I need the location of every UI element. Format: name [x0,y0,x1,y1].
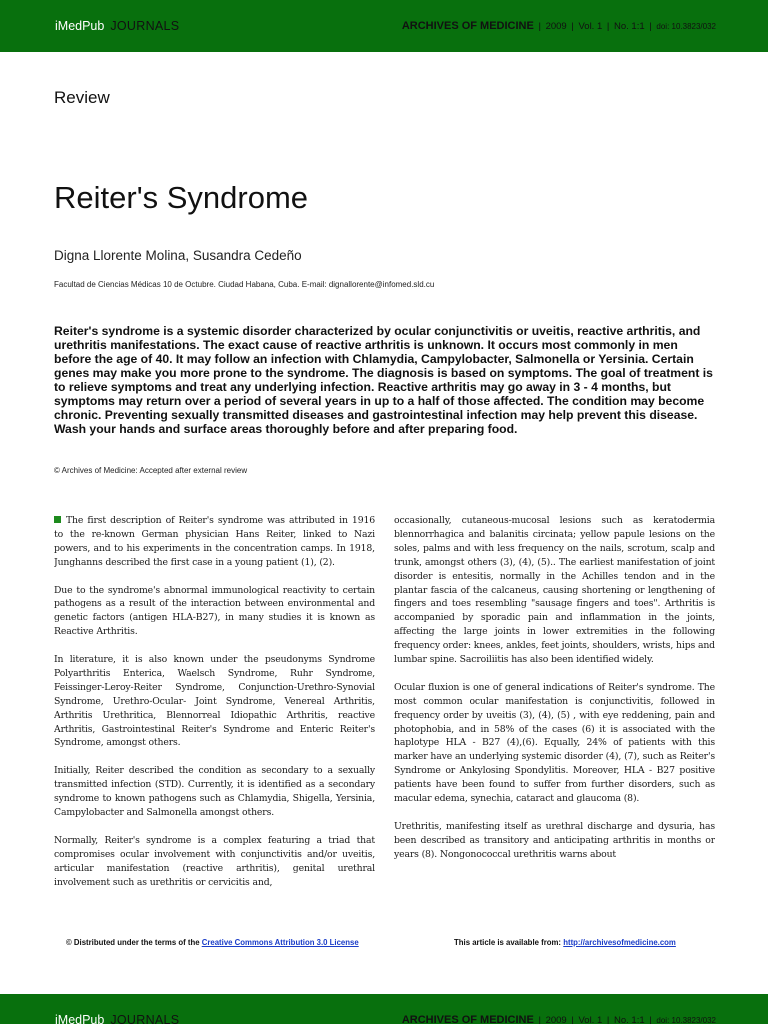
brand-suffix: JOURNALS [110,1013,180,1024]
journal-header-bar [0,0,768,52]
journal-year: 2009 [545,21,567,32]
paragraph-text: The first description of Reiter's syndrome was attributed in 1916 to the re-known German physician Hans Reiter, linked to Nazi powers, and to his experiments in the concentration camps. In 1918, Junghanns described the first case in a young patient (1), (2). [54,515,375,568]
journal-doi: doi: 10.3823/032 [656,1016,716,1024]
body-paragraph: occasionally, cutaneous-mucosal lesions such as keratodermia blennorrhagica and balanitis circinata; yellow papule lesions on the soles, palms and with less frequency on the nails, scrotum, scalp and trunk, amongst others (3), (4), (5).. The earliest manifestation of joint disorder is entesitis, normally in the Achilles tendon and in the plantar fascia of the calcaneus, causing shortening or lengthening of fingers and toes resembling "sausage fingers and toes". Arthritis is accompanied by sporadic pain and inflammation in the joints, affecting the large joints in lower extremities in the following frequency order: knees, ankles, feet joints, shoulders, wrists, hips and lumbar spine. Sacroiliitis has also been identified widely. [394,515,715,666]
journal-doi: doi: 10.3823/032 [656,22,716,31]
author-affiliation: Facultad de Ciencias Médicas 10 de Octubre. Ciudad Habana, Cuba. E-mail: dignallorente@infomed.sld.cu [54,280,435,289]
article-title: Reiter's Syndrome [54,180,309,215]
article-authors: Digna Llorente Molina, Susandra Cedeño [54,248,302,263]
article-type: Review [54,88,110,107]
license-notice [66,938,359,947]
article-abstract: Reiter's syndrome is a systemic disorder characterized by ocular conjunctivitis or uveitis, reactive arthritis, and urethritis manifestations. The exact cause of reactive arthritis is unknown. It occurs most commonly in men before the age of 40. It may follow an infection with Chlamydia, Campylobacter, Salmonella or Yersinia. Certain genes may make you more prone to the syndrome. The diagnosis is based on symptoms. The goal of treatment is to relieve symptoms and treat any underlying infection. Reactive arthritis may go away in 3 - 4 months, but symptoms may return over a period of several years in up to a half of those affected. The condition may become chronic. Preventing sexually transmitted diseases and gastrointestinal infection may help prevent this disease. Wash your hands and surface areas thoroughly before and after preparing food. [54,324,713,436]
publisher-brand [55,1013,179,1024]
section-bullet-icon [54,516,61,523]
journal-name: ARCHIVES OF MEDICINE [401,20,534,32]
journal-number: No. 1:1 [614,21,645,32]
next-page-header-bar [0,994,768,1024]
body-paragraph: Initially, Reiter described the condition as secondary to a sexually transmitted infection (STD). Currently, it is identified as a secondary syndrome to known pathogens such as Chlamydia, Shigella, Yersinia, Campylobacter and Salmonella amongst others. [54,765,375,818]
journal-number: No. 1:1 [614,1015,645,1024]
availability-prefix: This article is available from: [454,938,562,947]
journal-volume: Vol. 1 [578,1015,603,1024]
brand-name: iMedPub [55,19,105,33]
brand-name: iMedPub [55,1013,105,1024]
body-column-left [54,514,375,918]
body-paragraph: Normally, Reiter's syndrome is a complex featuring a triad that compromises ocular involvement with conjunctivitis and/or uveitis, articular manifestation (reactive arthritis), genital urethral involvement such as urethritis or cervicitis and, [54,834,375,888]
journal-website-link[interactable]: http://archivesofmedicine.com [563,938,676,947]
publisher-brand [55,19,179,33]
body-paragraph: Urethritis, manifesting itself as urethral discharge and dysuria, has been described as transitory and anticipating arthritis in months or years (8). Nongonococcal urethritis warns about [394,820,715,860]
body-paragraph: Due to the syndrome's abnormal immunological reactivity to certain pathogens as a result of the interaction between environmental and genetic factors (antigen HLA-B27), in many studies it is known as Reactive Arthritis. [54,584,375,638]
journal-volume: Vol. 1 [578,21,603,32]
journal-info: ARCHIVES OF MEDICINE | 2009 | Vol. 1 | No. 1:1 | doi: 10.3823/032 [401,1014,716,1024]
availability-notice [454,938,676,947]
body-paragraph: In literature, it is also known under the pseudonyms Syndrome Polyarthritis Enterica, Waelsch Syndrome, Ruhr Syndrome, Feissinger-Leroy-Reiter Syndrome, Conjunction-Urethro-Synovial Syndrome, Urethro-Ocular- Joint Syndrome, Venereal Arthritis, Arthritis Urethritica, Blennorreal Idiopathic Arthritis, reactive Arthritis, Gastrointestinal Reiter's Syndrome and Enteric Reiter's Syndrome, amongst others. [54,654,375,749]
license-prefix: © Distributed under the terms of the [66,938,200,947]
journal-year: 2009 [545,1015,567,1024]
review-status: © Archives of Medicine: Accepted after external review [54,466,248,475]
body-paragraph [54,514,375,570]
body-column-right [394,514,715,918]
brand-suffix: JOURNALS [110,19,180,33]
journal-name: ARCHIVES OF MEDICINE [401,1014,534,1024]
body-paragraph: Ocular fluxion is one of general indications of Reiter's syndrome. The most common ocular manifestation is conjunctivitis, followed in frequency order by uveitis (3), (4), (5) , with eye reddening, pain and photophobia, and in 58% of the cases (6) it is associated with the haplotype HLA - B27 (4),(6). Equally, 24% of patients with this marker have an underlying systemic disorder (4), (7), such as Reiter's Syndrome or Ankylosing Spondylitis. Moreover, HLA - B27 positive patients have been found to suffer from further disorders, such as macular edema, synechia, cataract and glaucoma (8). [394,681,715,805]
journal-info: ARCHIVES OF MEDICINE | 2009 | Vol. 1 | No. 1:1 | doi: 10.3823/032 [401,20,716,32]
license-link[interactable]: Creative Commons Attribution 3.0 License [201,938,359,947]
